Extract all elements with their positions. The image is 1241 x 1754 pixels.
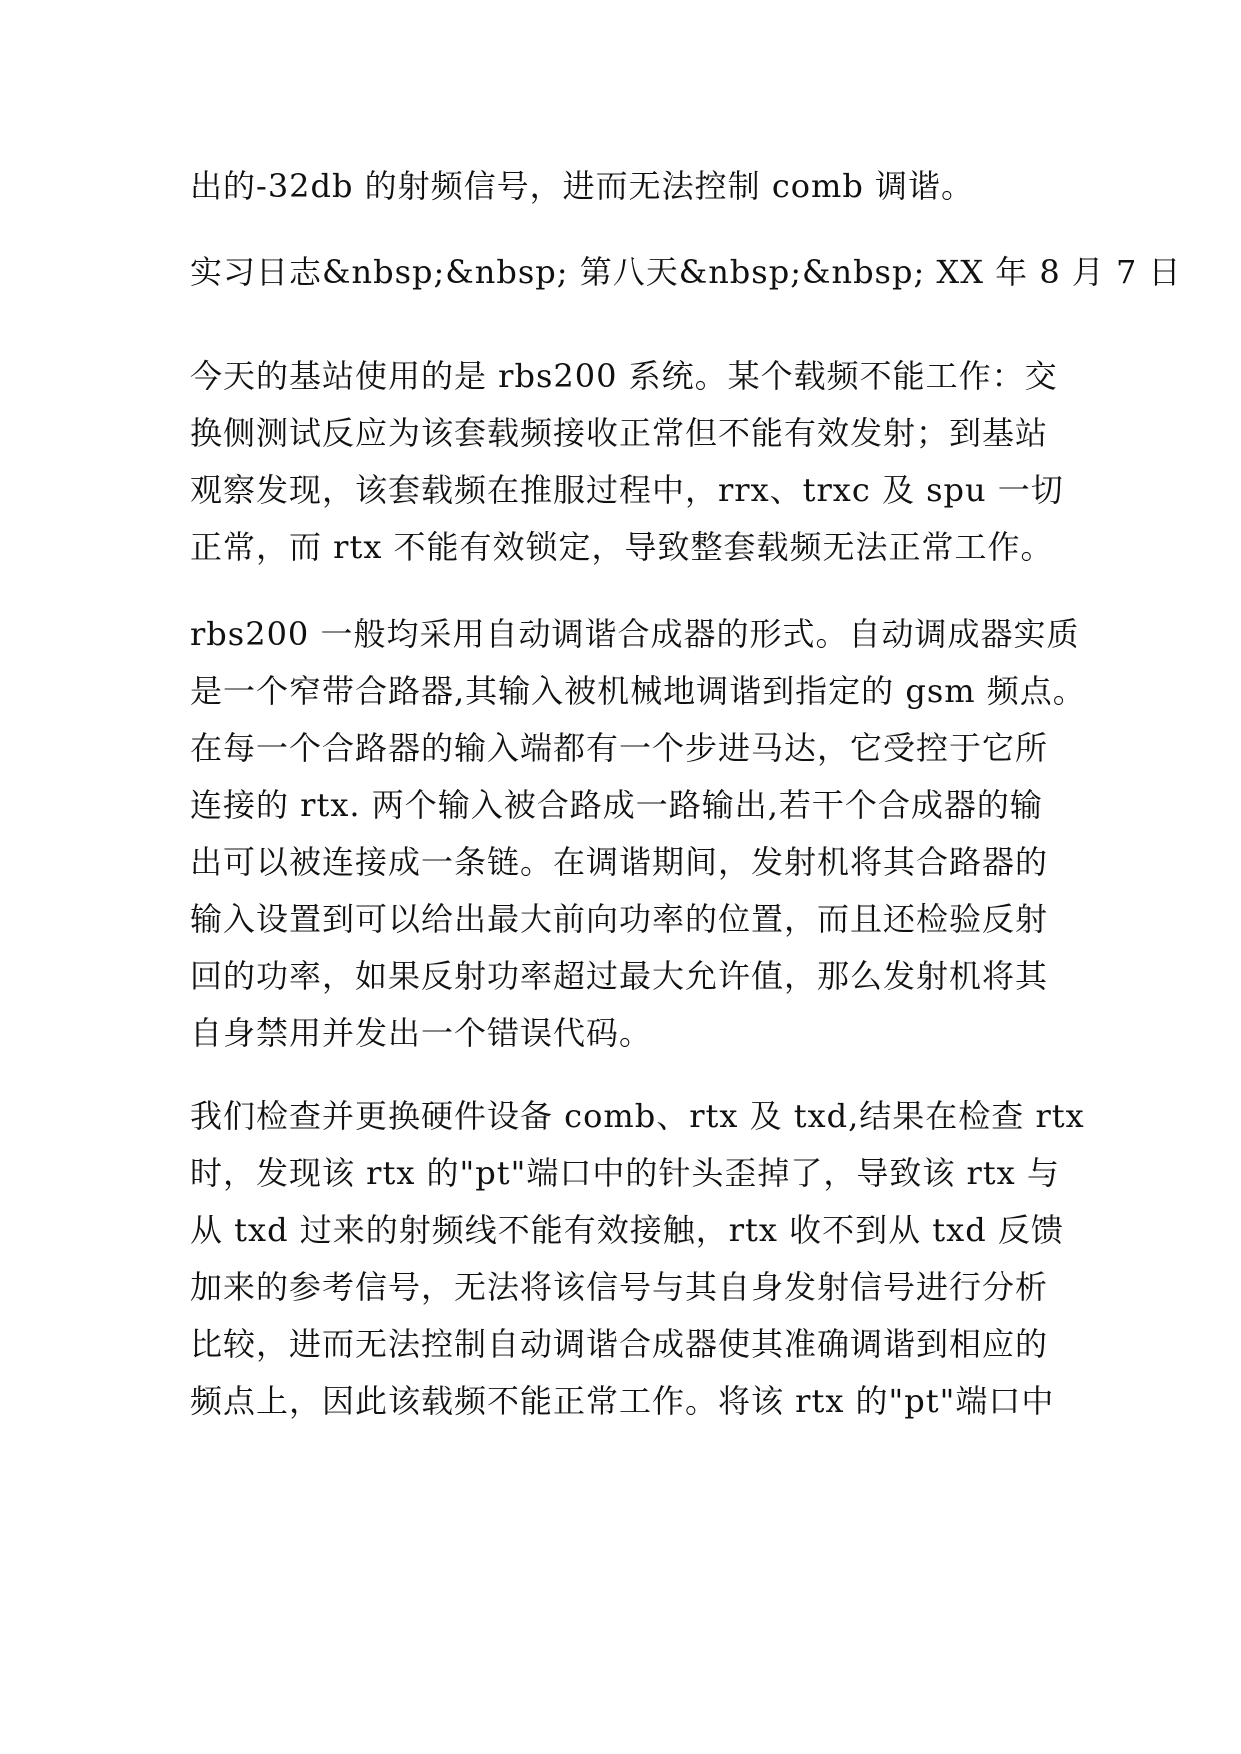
text-line: rbs200 一般均采用自动调谐合成器的形式。自动调成器实质 bbox=[190, 615, 1080, 653]
text-line: 实习日志&nbsp;&nbsp; 第八天&nbsp;&nbsp; XX 年 8 月 7 日 bbox=[190, 253, 1182, 291]
text-line: 在每一个合路器的输入端都有一个步进马达，它受控于它所 bbox=[190, 729, 1049, 767]
text-line: 出可以被连接成一条链。在调谐期间，发射机将其合路器的 bbox=[190, 843, 1049, 881]
text-line: 今天的基站使用的是 rbs200 系统。某个载频不能工作：交 bbox=[190, 357, 1058, 395]
text-line: 连接的 rtx. 两个输入被合路成一路输出,若干个合成器的输 bbox=[190, 786, 1043, 824]
text-line: 加来的参考信号，无法将该信号与其自身发射信号进行分析 bbox=[190, 1268, 1049, 1306]
paragraph-hardware-check bbox=[190, 1088, 1085, 1430]
text-line: 正常，而 rtx 不能有效锁定，导致整套载频无法正常工作。 bbox=[190, 528, 1054, 566]
paragraph-auto-tuning-combiner bbox=[190, 606, 1086, 1062]
text-line: 出的-32db 的射频信号，进而无法控制 comb 调谐。 bbox=[190, 167, 975, 205]
text-line: 观察发现，该套载频在推服过程中，rrx、trxc 及 spu 一切 bbox=[190, 471, 1064, 509]
text-line: 换侧测试反应为该套载频接收正常但不能有效发射；到基站 bbox=[190, 414, 1049, 452]
paragraph-rbs200-fault bbox=[190, 348, 1070, 576]
paragraph-comb-signal bbox=[190, 158, 1070, 215]
text-line: 从 txd 过来的射频线不能有效接触，rtx 收不到从 txd 反馈 bbox=[190, 1211, 1064, 1249]
text-line: 输入设置到可以给出最大前向功率的位置，而且还检验反射 bbox=[190, 900, 1049, 938]
text-line: 是一个窄带合路器,其输入被机械地调谐到指定的 gsm 频点。 bbox=[190, 672, 1086, 710]
text-line: 自身禁用并发出一个错误代码。 bbox=[190, 1014, 653, 1052]
text-line: 时，发现该 rtx 的"pt"端口中的针头歪掉了，导致该 rtx 与 bbox=[190, 1154, 1060, 1192]
text-line: 频点上，因此该载频不能正常工作。将该 rtx 的"pt"端口中 bbox=[190, 1382, 1055, 1420]
text-line: 比较，进而无法控制自动调谐合成器使其准确调谐到相应的 bbox=[190, 1325, 1049, 1363]
log-heading-day-eight bbox=[190, 244, 1182, 301]
text-line: 我们检查并更换硬件设备 comb、rtx 及 txd,结果在检查 rtx bbox=[190, 1097, 1085, 1135]
text-line: 回的功率，如果反射功率超过最大允许值，那么发射机将其 bbox=[190, 957, 1049, 995]
